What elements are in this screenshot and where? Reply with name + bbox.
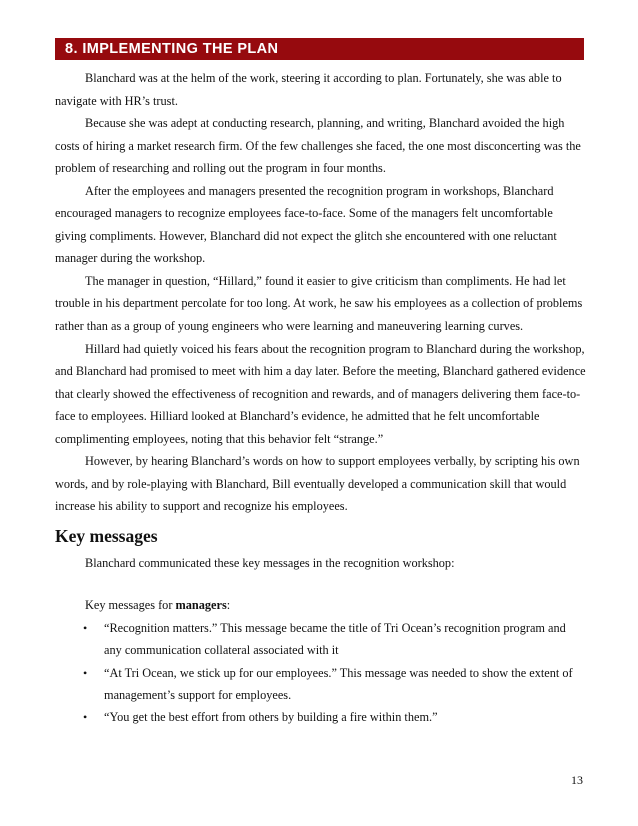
list-item (55, 706, 586, 728)
managers-label-suffix: : (226, 598, 231, 612)
bullet-icon: • (83, 621, 88, 635)
managers-label-prefix: Key messages for (85, 598, 176, 612)
list-item (55, 662, 586, 707)
paragraph: However, by hearing Blanchard’s words on how to support employees verbally, by scripting his own words, and by role-playing with Blanchard, Bill eventually developed a communication skill that would increase his ability to support and recognize his employees. (55, 454, 580, 514)
bullet-icon: • (83, 665, 88, 680)
key-messages-heading: Key messages (55, 526, 158, 546)
section-title: 8. IMPLEMENTING THE PLAN (65, 41, 279, 57)
paragraph: After the employees and managers presented the recognition program in workshops, Blanchard encouraged managers to recognize employees face-to-face. Some of the managers felt uncomfortable giving compliments. However, Blanchard did not expect the glitch she encountered with one reluctant manager during the workshop. (55, 183, 557, 266)
list-item-text: “At Tri Ocean, we stick up for our employees.” This message was needed to show the extent of management’s support for employees. (104, 665, 573, 702)
list-item-text: “Recognition matters.” This message became the title of Tri Ocean’s recognition program and any communication collateral associated with it (104, 621, 566, 658)
bullet-icon: • (83, 710, 88, 725)
managers-label-bold: managers (175, 598, 227, 612)
key-messages-intro: Blanchard communicated these key messages in the recognition workshop: (85, 556, 455, 570)
paragraph: Blanchard was at the helm of the work, steering it according to plan. Fortunately, she was able to navigate with HR’s trust. (55, 71, 562, 108)
list-item-text: “You get the best effort from others by building a fire within them.” (104, 710, 438, 725)
paragraph: Because she was adept at conducting research, planning, and writing, Blanchard avoided the high costs of hiring a market research firm. Of the few challenges she faced, the one most disconcerting was the problem of researching and rolling out the program in four months. (55, 116, 581, 176)
list-item (55, 617, 586, 662)
section-header-bar (55, 38, 584, 60)
page-number: 13 (571, 773, 583, 787)
paragraph: The manager in question, “Hillard,” found it easier to give criticism than compliments. He had let trouble in his department percolate for too long. At work, he saw his employees as a collection of problems rather than as a group of young engineers who were learning and maneuvering learning curves. (55, 273, 583, 334)
managers-label (85, 594, 230, 617)
paragraph: Hillard had quietly voiced his fears about the recognition program to Blanchard during the workshop, and Blanchard had promised to meet with him a day later. Before the meeting, Blanchard gathered evidence that clearly showed the effectiveness of recognition and rewards, and of managers delivering them face-to-face to employees. Hilliard looked at Blanchard’s evidence, he admitted that he felt uncomfortable complimenting employees, noting that this behavior felt “strange.” (55, 341, 586, 446)
key-messages-list (55, 617, 586, 728)
body-text (55, 67, 586, 518)
